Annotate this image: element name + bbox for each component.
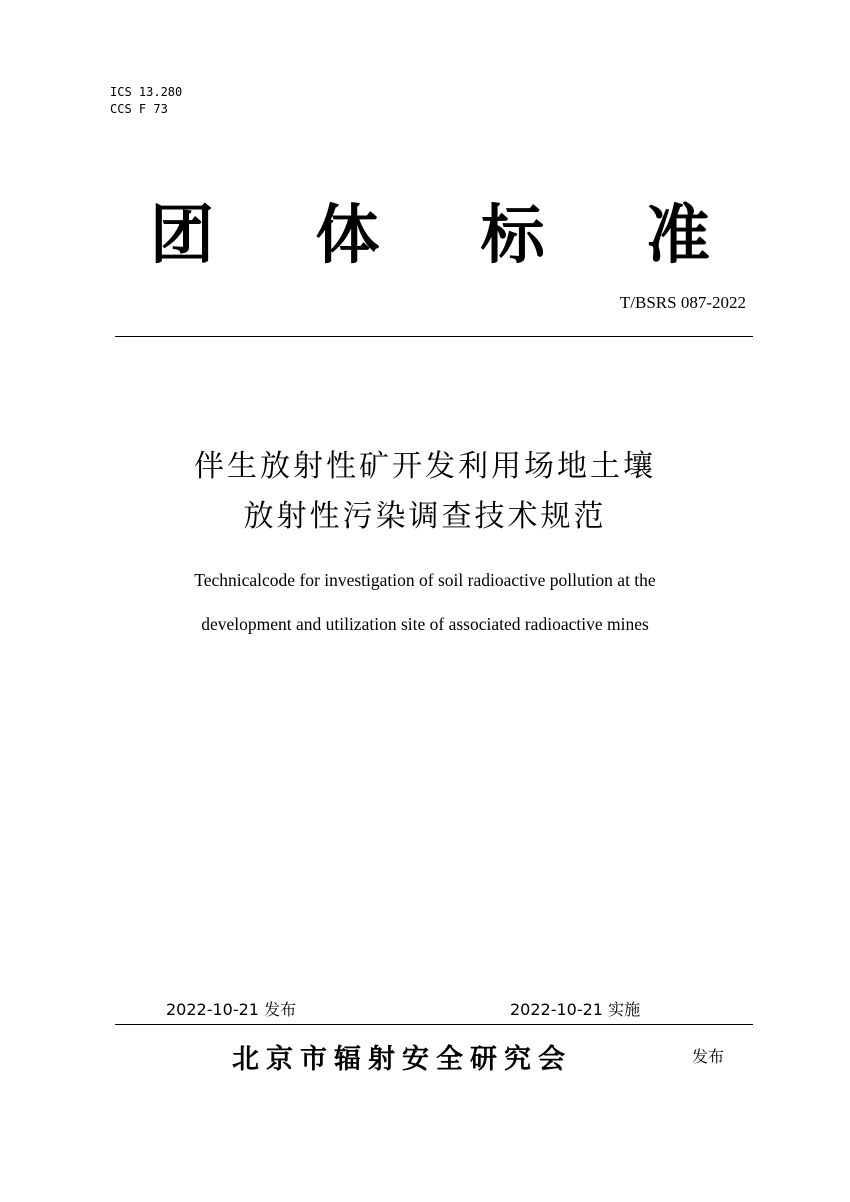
issue-label: 发布 xyxy=(692,1047,725,1066)
chinese-title-line-1: 伴生放射性矿开发利用场地土壤 xyxy=(194,449,656,484)
implement-date: 2022-10-21 实施 xyxy=(510,1000,641,1019)
bottom-divider xyxy=(115,1024,753,1025)
chinese-title-line-2: 放射性污染调查技术规范 xyxy=(243,499,607,534)
top-divider xyxy=(115,336,753,337)
standard-number: T/BSRS 087-2022 xyxy=(619,293,746,312)
english-title xyxy=(0,558,850,646)
chinese-title xyxy=(0,442,850,542)
title-char-4: 准 xyxy=(645,199,710,273)
publish-date: 2022-10-21 发布 xyxy=(166,1000,297,1019)
english-title-line-1: Technicalcode for investigation of soil radioactive pollution at the xyxy=(194,570,656,590)
title-char-1: 团 xyxy=(150,199,214,273)
english-title-line-2: development and utilization site of associated radioactive mines xyxy=(201,614,649,634)
document-type-title xyxy=(150,196,710,276)
ccs-code: CCS F 73 xyxy=(110,102,168,116)
title-char-3: 标 xyxy=(480,199,545,273)
issuing-organization: 北京市辐射安全研究会 xyxy=(232,1044,572,1075)
title-char-2: 体 xyxy=(315,199,380,273)
ics-code: ICS 13.280 xyxy=(110,85,183,99)
